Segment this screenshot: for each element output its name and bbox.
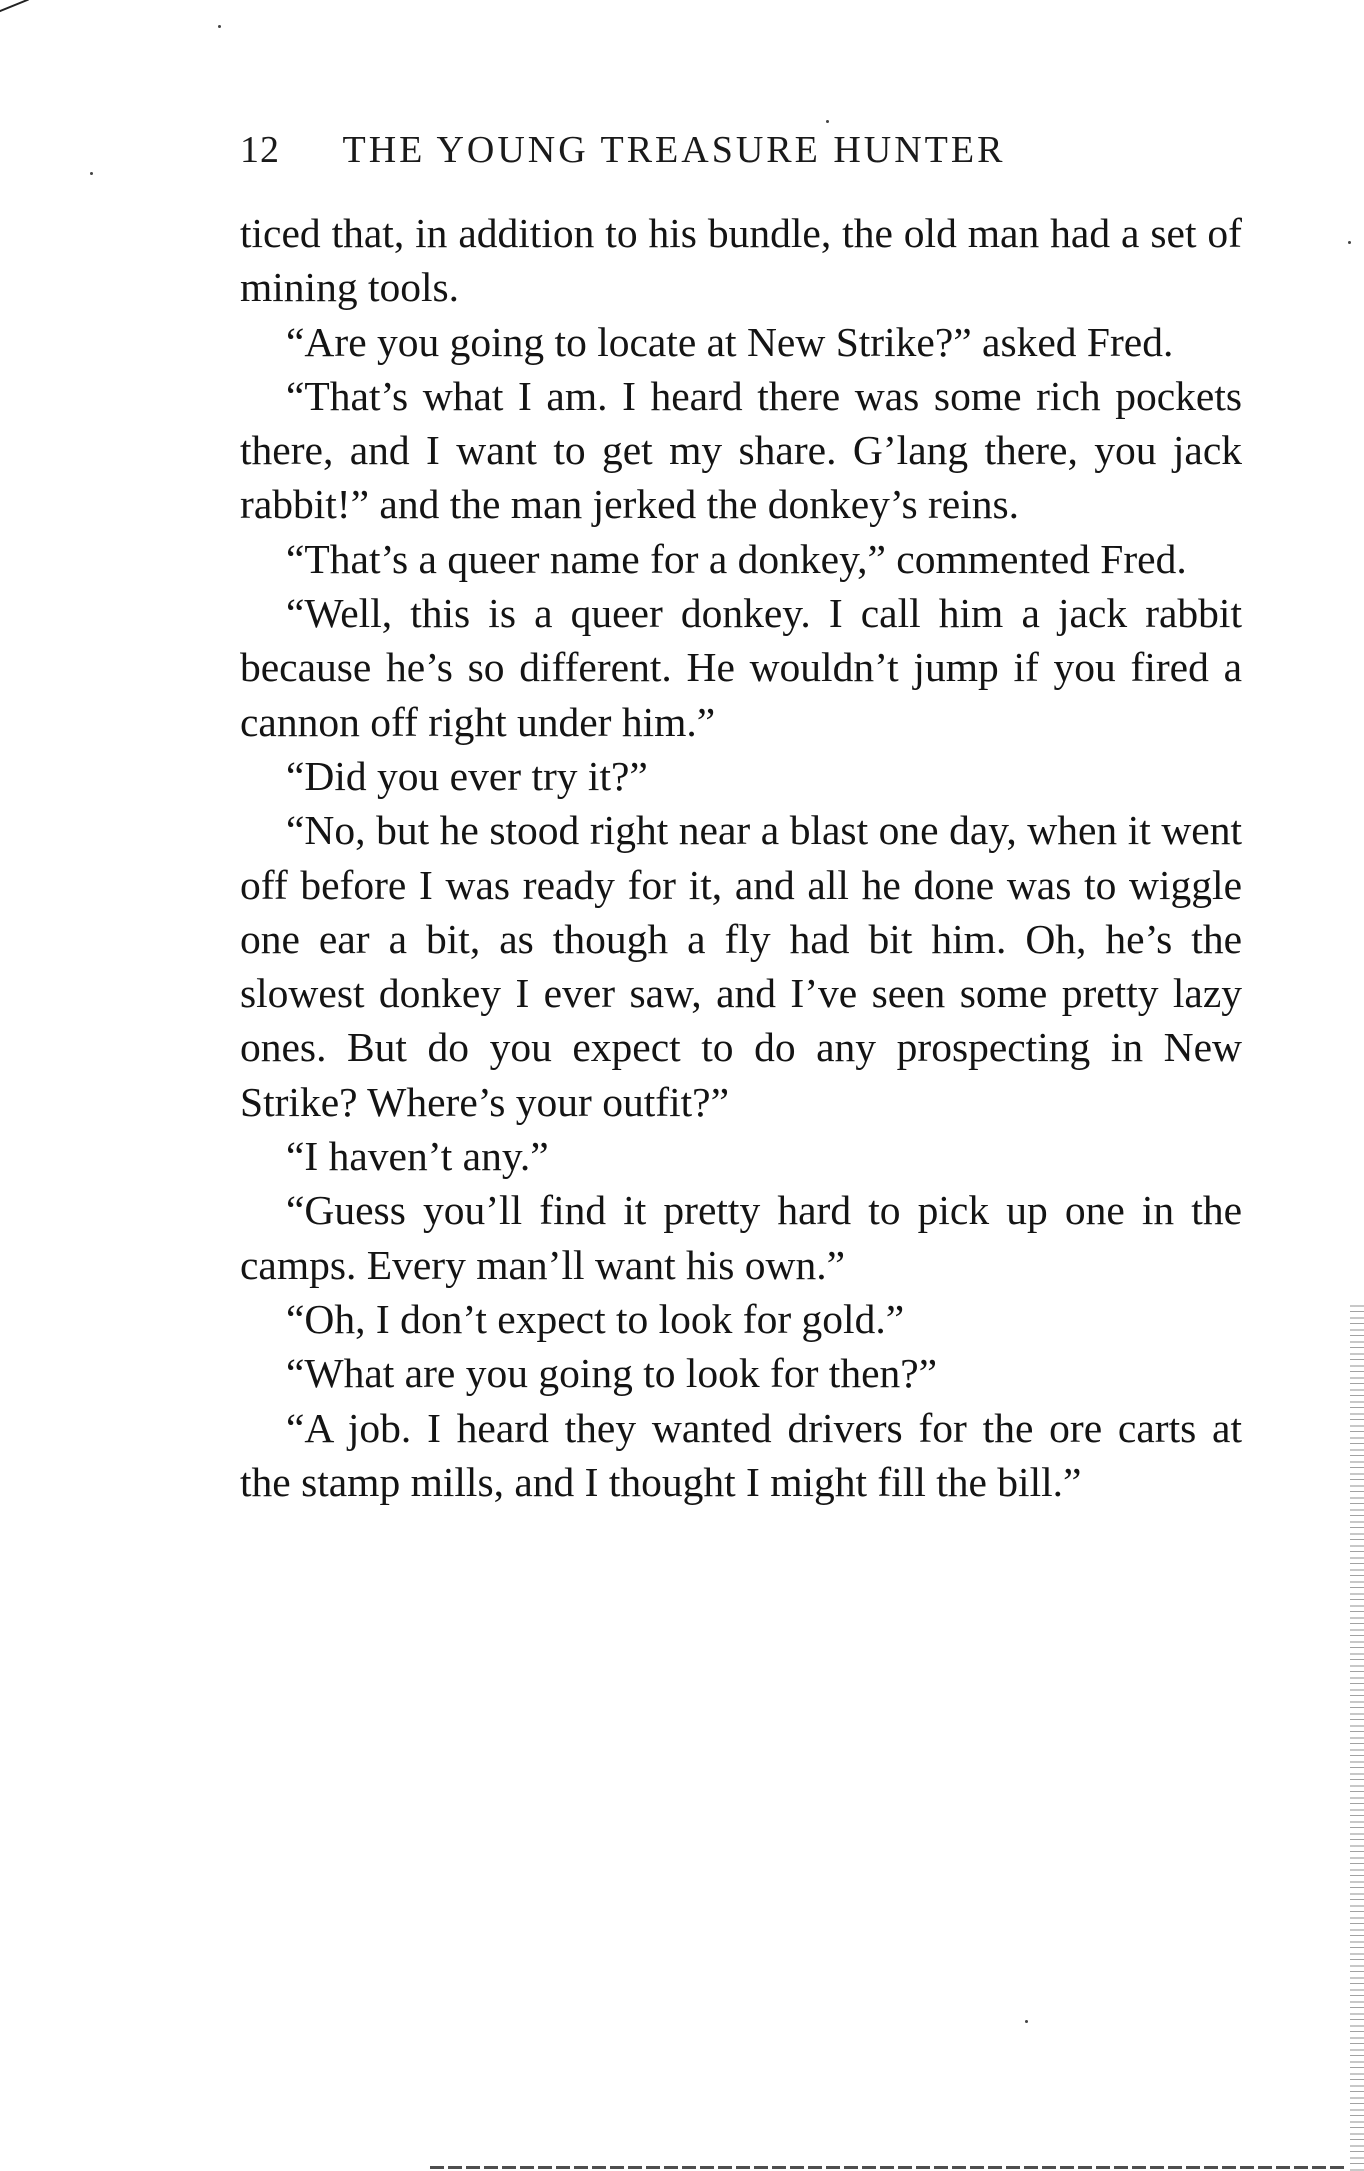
paragraph: “No, but he stood right near a blast one day, when it went off before I was ready for it, and all he done was to wiggle one ear a bit, as though a fly had bit him. Oh, he’s the slowest donkey I ever saw, and I’ve seen some pretty lazy ones. But do you expect to do any prospecting in New Strike? Where’s your outfit?” [240, 807, 1242, 1125]
scan-page-edge [1350, 1300, 1364, 2171]
page-number: 12 [240, 129, 280, 171]
scan-corner-mark [0, 0, 29, 15]
paragraph: “I haven’t any.” [286, 1133, 549, 1180]
paragraph: ticed that, in addition to his bundle, the old man had a set of mining tools. [240, 210, 1242, 311]
paragraph: “Oh, I don’t expect to look for gold.” [286, 1295, 905, 1342]
paragraph: “That’s a queer name for a donkey,” commented Fred. [286, 535, 1187, 582]
paragraph: “Well, this is a queer donkey. I call him a jack rabbit because he’s so different. He wouldn’t jump if you fired a cannon off right under him.” [240, 590, 1242, 745]
paragraph: “A job. I heard they wanted drivers for the ore carts at the stamp mills, and I thought I might fill the bill.” [240, 1404, 1242, 1505]
paragraph: “What are you going to look for then?” [286, 1350, 938, 1397]
paragraph: “Guess you’ll find it pretty hard to pick up one in the camps. Every man’ll want his own.” [240, 1187, 1242, 1288]
paragraph: “That’s what I am. I heard there was some rich pockets there, and I want to get my share. G’lang there, you jack rabbit!” and the man jerked the donkey’s reins. [240, 372, 1242, 528]
running-head: THE YOUNG TREASURE HUNTER [342, 129, 1006, 171]
scan-speck [826, 120, 829, 123]
body-text [240, 206, 1242, 1509]
scan-speck [90, 172, 93, 175]
paragraph: “Did you ever try it?” [286, 752, 648, 799]
scan-speck [218, 25, 221, 28]
page-header [240, 128, 1242, 172]
scan-speck [1348, 241, 1351, 244]
paragraph: “Are you going to locate at New Strike?” asked Fred. [286, 318, 1174, 365]
scan-speck [1025, 2020, 1028, 2023]
scan-bottom-edge [430, 2166, 1344, 2169]
